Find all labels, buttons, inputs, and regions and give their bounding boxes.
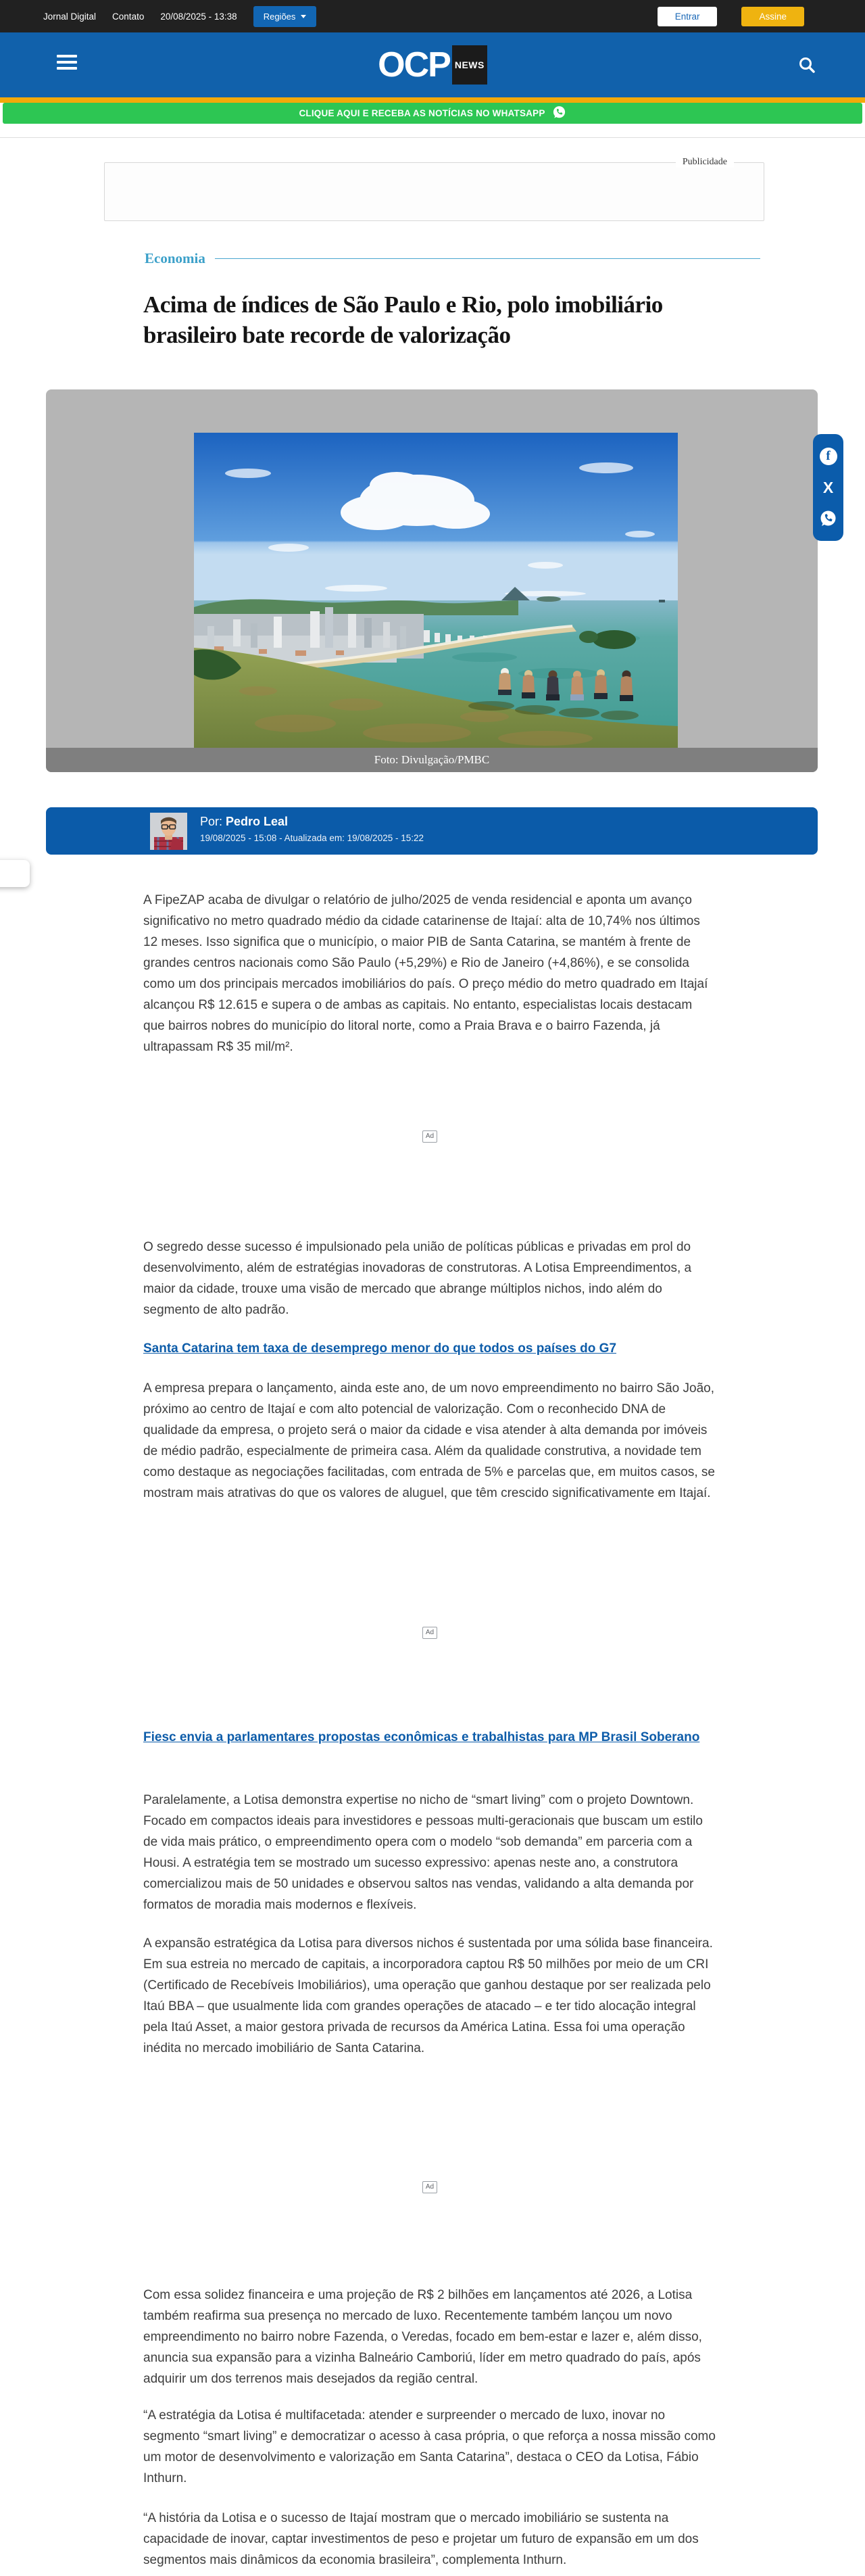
inline-ad-slot-1: [143, 1130, 716, 1143]
advertisement-slot: [104, 157, 764, 221]
content-top-divider: [0, 137, 865, 138]
related-link-2[interactable]: Fiesc envia a parlamentares propostas econômicas e trabalhistas para MP Brasil Soberano: [143, 1730, 700, 1744]
paragraph-7: “A estratégia da Lotisa é multifacetada: atender e surpreender o mercado de luxo, inovar no segmento “smart living” e democratizar o acesso à casa própria, o que reforça a nossa missão como um motor de desenvolvimento e valorização em Santa Catarina”, destaca o CEO da Lotisa, Fábio Inthurn.: [143, 2408, 716, 2485]
paragraph-1: A FipeZAP acaba de divulgar o relatório de julho/2025 de venda residencial e aponta um avanço significativo no metro quadrado médio da cidade catarinense de Itajaí: alta de 10,74% nos últimos 12 meses. Isso significa que o município, o maior PIB de Santa Catarina, se mantém à frente de grandes centros nacionais como São Paulo (+5,29%) e Rio de Janeiro (+4,86%), e se consolida como um dos principais mercados imobiliários do país. O preço médio do metro quadrado em Itajaí alcançou R$ 12.615 e supera o de ambas as capitais. No entanto, especialistas locais destacam que bairros nobres do município do litoral norte, como a Praia Brava e o bairro Fazenda, já ultrapassam R$ 35 mil/m².: [143, 893, 708, 1054]
top-utility-bar: [0, 0, 865, 32]
floating-side-widget[interactable]: [0, 860, 30, 887]
yellow-accent-stripe: [0, 97, 865, 103]
paragraph-8: “A história da Lotisa e o sucesso de Itajaí mostram que o mercado imobiliário se sustenta na capacidade de inovar, captar investimentos de peso e projetar um futuro de expansão em um dos segmentos mais dinâmicos da economia brasileira”, complementa Inthurn.: [143, 2511, 699, 2567]
publicidade-label: Publicidade: [676, 157, 734, 168]
category-link-economia[interactable]: Economia: [145, 250, 205, 266]
paragraph-5: A expansão estratégica da Lotisa para diversos nichos é sustentada por uma sólida base financeira. Em sua estreia no mercado de capitais, a incorporadora captou R$ 50 milhões por meio de um CRI (Certificado de Recebíveis Imobiliários), uma operação que ganhou destaque por ser realizada pelo Itaú BBA – que usualmente lida com grandes operações de atacado – e ter tido alocação integral pela Itaú Asset, a maior gestora privada de recursos da América Latina. Essa foi uma operação inédita no mercado imobiliário de Santa Catarina.: [143, 1936, 713, 2055]
regions-dropdown-button[interactable]: [253, 6, 317, 27]
facebook-icon[interactable]: f: [819, 447, 837, 465]
regions-label: Regiões: [263, 11, 296, 22]
x-icon[interactable]: X: [822, 478, 834, 496]
paragraph-4: Paralelamente, a Lotisa demonstra expertise no nicho de “smart living” com o projeto Downtown. Focado em compactos ideais para investidores e pessoas multi-geracionais que buscam um estilo de vida mais prático, o empreendimento opera com o modelo “sob demanda” em parceria com a Housi. A estratégia tem se mostrado um sucesso expressivo: apenas neste ano, a construtora comercializou mais de 50 unidades e observou saltos nas vendas, validando a alta demanda por formatos de moradia mais modernos e flexíveis.: [143, 1793, 703, 1912]
category-row: [145, 250, 760, 267]
byline[interactable]: [200, 815, 288, 829]
article-title: Acima de índices de São Paulo e Rio, polo imobiliário brasileiro bate recorde de valorização: [143, 291, 663, 348]
share-rail: [813, 434, 843, 541]
current-datetime: 20/08/2025 - 13:38: [160, 11, 237, 22]
inline-ad-slot-3: [143, 2181, 716, 2193]
logo-news-badge: NEWS: [452, 45, 487, 85]
whatsapp-subscribe-banner[interactable]: [3, 103, 862, 124]
paragraph-2: O segredo desse sucesso é impulsionado pela união de políticas públicas e privadas em prol do desenvolvimento, além de estratégias inovadoras de construtoras. A Lotisa Empreendimentos, a maior da cidade, trouxe uma visão de mercado que abrange múltiplos nichos, indo além do segmento de alto padrão.: [143, 1240, 692, 1317]
author-avatar: [150, 813, 187, 850]
related-link-1[interactable]: Santa Catarina tem taxa de desemprego menor do que todos os países do G7: [143, 1341, 617, 1356]
ad-marker[interactable]: Ad: [422, 2181, 437, 2193]
login-button[interactable]: Entrar: [658, 7, 718, 26]
subscribe-button[interactable]: Assine: [741, 7, 804, 26]
hero-image-container: [46, 389, 818, 772]
link-contato[interactable]: Contato: [112, 11, 145, 22]
search-icon[interactable]: [797, 55, 816, 78]
byline-prefix: Por:: [200, 815, 223, 828]
author-name: Pedro Leal: [226, 815, 289, 828]
photo-caption: Foto: Divulgação/PMBC: [46, 748, 818, 772]
article-photo: [194, 433, 678, 748]
author-bar: [46, 807, 818, 855]
category-rule: [215, 258, 760, 259]
link-jornal-digital[interactable]: Jornal Digital: [43, 11, 97, 22]
publish-dateline: 19/08/2025 - 15:08 - Atualizada em: 19/08/2025 - 15:22: [200, 833, 424, 843]
ad-marker[interactable]: Ad: [422, 1130, 437, 1143]
ad-marker[interactable]: Ad: [422, 1627, 437, 1639]
whatsapp-icon: [552, 105, 566, 122]
paragraph-6: Com essa solidez financeira e uma projeção de R$ 2 bilhões em lançamentos até 2026, a Lotisa também reafirma sua presença no mercado de luxo. Recentemente também lançou um novo empreendimento no bairro nobre Fazenda, o Veredas, focado em bem-estar e lazer e, além disso, anuncia sua expansão para a vizinha Balneário Camboriú, líder em metro quadrado do país, após adquirir um dos terrenos mais desejados da região central.: [143, 2288, 702, 2386]
paragraph-3: A empresa prepara o lançamento, ainda este ano, de um novo empreendimento no bairro São João, próximo ao centro de Itajaí e com alto potencial de valorização. Com o reconhecido DNA de qualidade da empresa, o projeto será o maior da cidade e visa atender à alta demanda por imóveis de médio padrão, especialmente de primeira casa. Além da qualidade construtiva, a novidade tem como destaque as negociações facilitadas, com entrada de 5% e parcelas que, em muitos casos, se mostram mais atrativas do que os valores de aluguel, que têm crescido significativamente em Itajaí.: [143, 1381, 715, 1500]
site-logo[interactable]: [0, 32, 865, 97]
main-header: [0, 32, 865, 97]
logo-ocp-text: OCP: [378, 45, 450, 85]
chevron-down-icon: [301, 15, 306, 18]
whatsapp-banner-text: CLIQUE AQUI E RECEBA AS NOTÍCIAS NO WHATSAPP: [299, 108, 545, 118]
whatsapp-icon[interactable]: [819, 510, 837, 528]
inline-ad-slot-2: [143, 1627, 716, 1639]
